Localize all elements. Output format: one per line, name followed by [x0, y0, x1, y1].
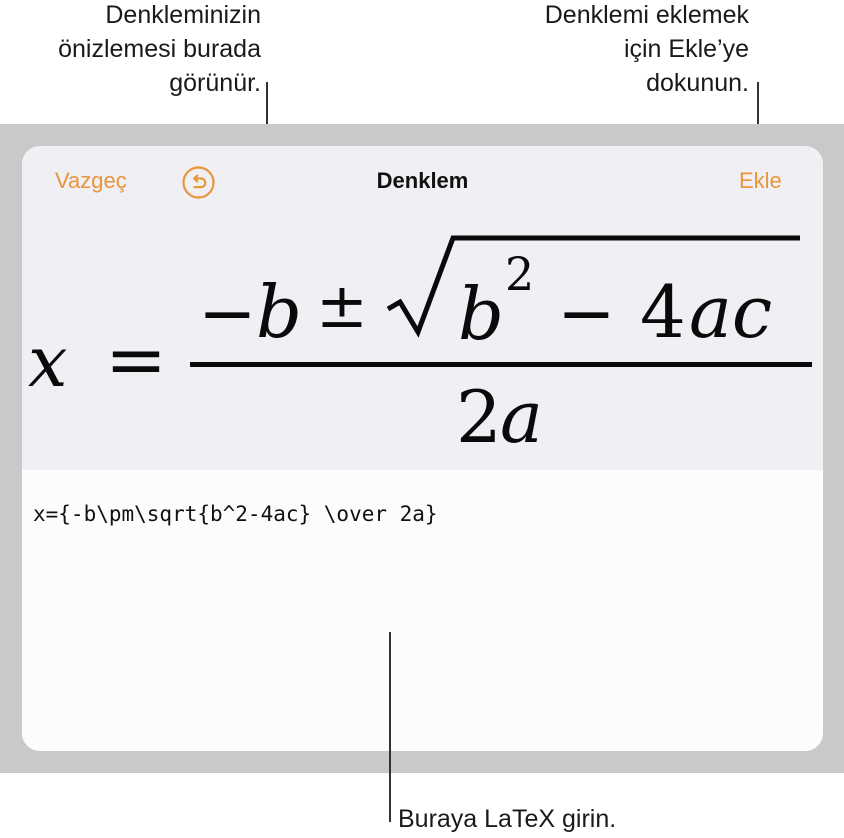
callout-line: önizlemesi burada — [58, 35, 261, 63]
eq-fraction-bar — [190, 362, 812, 367]
callout-latex-leader — [389, 632, 391, 822]
eq-minus-2: − — [557, 272, 616, 354]
callout-line: Denklemi eklemek — [544, 1, 749, 29]
equation-preview — [22, 146, 823, 470]
latex-input[interactable] — [22, 470, 823, 751]
eq-lhs: x — [28, 321, 68, 403]
eq-b: b — [256, 270, 303, 354]
callout-line: Denkleminizin — [105, 1, 261, 29]
eq-ac: ac — [689, 270, 773, 354]
equation-sheet — [22, 146, 823, 751]
sheet-title: Denklem — [376, 168, 469, 193]
cancel-button[interactable]: Vazgeç — [55, 168, 127, 193]
callout-line: görünür. — [169, 69, 261, 97]
eq-pm: ± — [316, 269, 368, 342]
eq-two: 2 — [456, 375, 502, 459]
eq-equals: = — [105, 317, 168, 403]
callout-latex: Buraya LaTeX girin. — [398, 805, 617, 833]
latex-input-text[interactable]: x={-b\pm\sqrt{b^2-4ac} \over 2a} — [33, 502, 438, 526]
eq-a: a — [500, 375, 543, 459]
callout-line: için Ekle’ye — [623, 35, 749, 63]
callout-add — [545, 0, 749, 100]
eq-b-squared: b — [458, 272, 505, 356]
eq-four: 4 — [640, 270, 686, 354]
eq-minus: − — [198, 272, 257, 354]
callout-preview — [58, 0, 261, 100]
add-button[interactable]: Ekle — [739, 168, 782, 193]
eq-exponent: 2 — [505, 247, 535, 301]
callout-line: dokunun. — [646, 69, 749, 97]
